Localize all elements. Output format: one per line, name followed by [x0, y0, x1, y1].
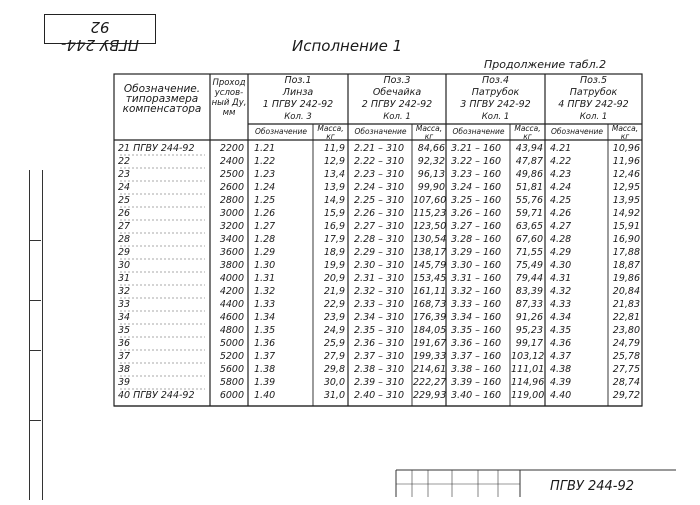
table-cell-m1: 24,9: [323, 325, 345, 336]
subheader-pos1-mass: Масса, кг: [317, 124, 344, 141]
table-cell-m3: 176,39: [413, 312, 447, 323]
table-cell-p5: 4.38: [550, 364, 572, 375]
table-cell-m4: 47,87: [515, 156, 543, 167]
table-cell-d: 30: [118, 260, 131, 271]
table-cell-m3: 222,27: [413, 377, 447, 388]
table-cell-m5: 14,92: [612, 208, 640, 219]
table-cell-p1: 1.39: [254, 377, 276, 388]
table-cell-m3: 96,13: [417, 169, 445, 180]
table-cell-m5: 24,79: [612, 338, 640, 349]
table-cell-p5: 4.29: [550, 247, 572, 258]
table-cell-p1: 1.36: [254, 338, 276, 349]
table-cell-p3: 2.32 – 310: [354, 286, 405, 297]
table-cell-p5: 4.31: [550, 273, 572, 284]
header-pos4-qty: Кол. 1: [481, 112, 510, 122]
table-cell-p1: 1.29: [254, 247, 276, 258]
table-cell-d: 26: [118, 208, 131, 219]
table-cell-p5: 4.32: [550, 286, 572, 297]
table-cell-p5: 4.33: [550, 299, 572, 310]
table-cell-p4: 3.32 – 160: [451, 286, 502, 297]
table-cell-p3: 2.24 – 310: [354, 182, 405, 193]
table-cell-m1: 18,9: [323, 247, 345, 258]
table-cell-dn: 5800: [219, 377, 244, 388]
table-cell-p5: 4.35: [550, 325, 572, 336]
table-cell-m4: 75,49: [515, 260, 543, 271]
table-cell-p4: 3.27 – 160: [451, 221, 502, 232]
table-cell-p4: 3.29 – 160: [451, 247, 502, 258]
table-cell-d: 28: [118, 234, 131, 245]
header-pos1-doc: 1 ПГВУ 242-92: [262, 99, 334, 110]
table-cell-p5: 4.34: [550, 312, 572, 323]
table-cell-p5: 4.28: [550, 234, 572, 245]
table-cell-p3: 2.26 – 310: [354, 208, 405, 219]
table-cell-m5: 13,95: [612, 195, 640, 206]
table-cell-m4: 103,12: [511, 351, 545, 362]
table-cell-p3: 2.22 – 310: [354, 156, 405, 167]
table-cell-m1: 14,9: [323, 195, 345, 206]
subheader-pos3-mass: Масса, кг: [415, 124, 443, 141]
table-cell-p5: 4.25: [550, 195, 572, 206]
table-cell-m4: 87,33: [515, 299, 543, 310]
table-cell-dn: 4200: [219, 286, 244, 297]
table-cell-m4: 114,96: [511, 377, 545, 388]
table-cell-m1: 25,9: [323, 338, 345, 349]
table-cell-m1: 20,9: [323, 273, 345, 284]
table-cell-m1: 31,0: [323, 390, 345, 401]
table-cell-p5: 4.39: [550, 377, 572, 388]
table-cell-p4: 3.26 – 160: [451, 208, 502, 219]
table-cell-dn: 2400: [219, 156, 244, 167]
table-cell-p3: 2.40 – 310: [354, 390, 405, 401]
table-cell-d: 31: [118, 273, 131, 284]
table-cell-m5: 28,74: [612, 377, 640, 388]
table-cell-p1: 1.30: [254, 260, 276, 271]
header-pos5-title: Поз.5: [579, 75, 608, 86]
table-cell-p3: 2.34 – 310: [354, 312, 405, 323]
table-cell-d: 24: [118, 182, 131, 193]
table-cell-p3: 2.30 – 310: [354, 260, 405, 271]
table-cell-dn: 5200: [219, 351, 244, 362]
table-cell-m4: 95,23: [515, 325, 543, 336]
table-cell-p4: 3.21 – 160: [451, 143, 502, 154]
table-cell-dn: 2800: [219, 195, 244, 206]
table-cell-p3: 2.36 – 310: [354, 338, 405, 349]
table-cell-p4: 3.38 – 160: [451, 364, 502, 375]
table-cell-m5: 18,87: [612, 260, 640, 271]
table-cell-m4: 71,55: [515, 247, 543, 258]
stamp-code: ПГВУ 244-92: [61, 18, 139, 54]
table-cell-p3: 2.25 – 310: [354, 195, 405, 206]
table-cell-p4: 3.33 – 160: [451, 299, 502, 310]
header-pos3-name: Обечайка: [372, 87, 422, 98]
table-cell-dn: 6000: [219, 390, 244, 401]
table-cell-m1: 15,9: [323, 208, 345, 219]
table-cell-p3: 2.31 – 310: [354, 273, 405, 284]
table-cell-dn: 3600: [219, 247, 244, 258]
table-cell-m1: 29,8: [323, 364, 345, 375]
header-pos1-title: Поз.1: [284, 75, 312, 86]
table-cell-m3: 107,60: [413, 195, 447, 206]
table-cell-m1: 30,0: [323, 377, 345, 388]
table-cell-m5: 11,96: [612, 156, 640, 167]
table-cell-p5: 4.36: [550, 338, 572, 349]
table-cell-p4: 3.25 – 160: [451, 195, 502, 206]
table-cell-m5: 29,72: [612, 390, 640, 401]
table-cell-d: 37: [118, 351, 131, 362]
table-cell-p1: 1.27: [254, 221, 276, 232]
table-cell-p3: 2.21 – 310: [354, 143, 405, 154]
table-cell-p1: 1.26: [254, 208, 276, 219]
table-cell-p1: 1.25: [254, 195, 276, 206]
table-cell-p5: 4.22: [550, 156, 572, 167]
header-pos4-title: Поз.4: [481, 75, 510, 86]
table-cell-d: 33: [118, 299, 131, 310]
header-nominal-diameter: Проход услов- ный Ду, мм: [211, 78, 247, 118]
table-cell-p4: 3.37 – 160: [451, 351, 502, 362]
table-cell-m1: 16,9: [323, 221, 345, 232]
execution-heading: Исполнение 1: [292, 37, 403, 55]
margin-divider: [29, 420, 41, 421]
table-cell-m1: 13,9: [323, 182, 345, 193]
header-pos3-title: Поз.3: [383, 75, 411, 86]
header-pos4-name: Патрубок: [471, 87, 520, 98]
table-cell-p1: 1.35: [254, 325, 276, 336]
table-cell-p3: 2.28 – 310: [354, 234, 405, 245]
table-cell-p5: 4.21: [550, 143, 572, 154]
table-cell-m3: 214,61: [413, 364, 447, 375]
table-cell-dn: 2200: [219, 143, 244, 154]
table-cell-m3: 191,67: [413, 338, 447, 349]
table-cell-m5: 21,83: [612, 299, 640, 310]
table-cell-p1: 1.33: [254, 299, 276, 310]
left-margin-strip: [29, 170, 43, 500]
table-cell-d: 40 ПГВУ 244-92: [118, 390, 195, 401]
table-cell-p4: 3.39 – 160: [451, 377, 502, 388]
table-cell-m3: 123,50: [413, 221, 447, 232]
table-cell-p5: 4.26: [550, 208, 572, 219]
table-cell-m1: 11,9: [323, 143, 345, 154]
table-cell-p4: 3.36 – 160: [451, 338, 502, 349]
table-cell-p3: 2.23 – 310: [354, 169, 405, 180]
table-cell-m3: 168,73: [413, 299, 447, 310]
header-pos1-name: Линза: [282, 87, 314, 98]
margin-divider: [29, 240, 41, 241]
table-cell-m4: 67,60: [515, 234, 543, 245]
header-pos5-name: Патрубок: [569, 87, 618, 98]
table-cell-dn: 4000: [219, 273, 244, 284]
table-cell-m1: 19,9: [323, 260, 345, 271]
table-cell-dn: 5600: [219, 364, 244, 375]
table-cell-dn: 4600: [219, 312, 244, 323]
subheader-pos5-designation: Обозначение: [550, 127, 604, 136]
table-cell-p1: 1.21: [254, 143, 276, 154]
table-cell-p1: 1.24: [254, 182, 276, 193]
margin-divider: [29, 350, 41, 351]
table-cell-d: 23: [118, 169, 131, 180]
table-cell-m5: 15,91: [612, 221, 640, 232]
table-cell-p3: 2.27 – 310: [354, 221, 405, 232]
table-cell-dn: 4800: [219, 325, 244, 336]
table-cell-d: 21 ПГВУ 244-92: [118, 143, 195, 154]
table-cell-m4: 99,17: [515, 338, 543, 349]
table-cell-p4: 3.34 – 160: [451, 312, 502, 323]
title-block-code: ПГВУ 244-92: [550, 479, 635, 494]
table-cell-p4: 3.31 – 160: [451, 273, 502, 284]
table-cell-d: 38: [118, 364, 131, 375]
table-cell-m1: 22,9: [323, 299, 345, 310]
table-cell-m3: 138,17: [413, 247, 447, 258]
table-cell-d: 32: [118, 286, 131, 297]
subheader-pos3-designation: Обозначение: [354, 127, 407, 136]
table-cell-m1: 13,4: [323, 169, 345, 180]
table-cell-p4: 3.28 – 160: [451, 234, 502, 245]
table-cell-m5: 17,88: [612, 247, 640, 258]
table-cell-p1: 1.40: [254, 390, 276, 401]
table-cell-d: 27: [118, 221, 131, 232]
header-pos5-qty: Кол. 1: [579, 112, 608, 122]
table-cell-m5: 12,46: [612, 169, 640, 180]
table-cell-m3: 229,93: [413, 390, 447, 401]
table-cell-m5: 20,84: [612, 286, 640, 297]
table-cell-m5: 22,81: [612, 312, 640, 323]
table-cell-m4: 91,26: [515, 312, 543, 323]
table-cell-p4: 3.30 – 160: [451, 260, 502, 271]
header-pos4-doc: 3 ПГВУ 242-92: [460, 99, 531, 110]
table-cell-m5: 25,78: [612, 351, 640, 362]
table-cell-m5: 16,90: [612, 234, 640, 245]
table-cell-m5: 27,75: [612, 364, 640, 375]
table-cell-m1: 23,9: [323, 312, 345, 323]
table-cell-m3: 84,66: [417, 143, 445, 154]
table-cell-dn: 3800: [219, 260, 244, 271]
table-cell-m3: 153,45: [413, 273, 447, 284]
table-cell-m1: 27,9: [323, 351, 345, 362]
table-cell-m4: 43,94: [515, 143, 543, 154]
table-cell-d: 39: [118, 377, 131, 388]
table-cell-p1: 1.31: [254, 273, 276, 284]
table-cell-m3: 115,23: [413, 208, 447, 219]
table-cell-d: 25: [118, 195, 131, 206]
table-cell-dn: 3400: [219, 234, 244, 245]
table-cell-p3: 2.33 – 310: [354, 299, 405, 310]
subheader-pos4-designation: Обозначение: [452, 127, 505, 136]
table-cell-m4: 83,39: [515, 286, 543, 297]
table-cell-m5: 19,86: [612, 273, 640, 284]
table-cell-p4: 3.23 – 160: [451, 169, 502, 180]
table-cell-m4: 111,01: [511, 364, 545, 375]
table-cell-m5: 23,80: [612, 325, 640, 336]
table-cell-d: 29: [118, 247, 131, 258]
table-cell-m3: 130,54: [413, 234, 447, 245]
table-cell-p1: 1.37: [254, 351, 276, 362]
table-cell-p1: 1.22: [254, 156, 276, 167]
table-cell-p1: 1.28: [254, 234, 276, 245]
subheader-pos5-mass: Масса, кг: [611, 124, 639, 141]
table-cell-p4: 3.22 – 160: [451, 156, 502, 167]
table-cell-m3: 184,05: [413, 325, 447, 336]
table-cell-m4: 59,71: [515, 208, 543, 219]
table-cell-d: 34: [118, 312, 131, 323]
subheader-pos4-mass: Масса, кг: [514, 124, 541, 141]
header-pos3-qty: Кол. 1: [383, 112, 411, 122]
table-cell-m3: 145,79: [413, 260, 447, 271]
subheader-pos1-designation: Обозначение: [254, 127, 308, 136]
table-cell-p1: 1.34: [254, 312, 276, 323]
table-cell-p5: 4.40: [550, 390, 572, 401]
table-cell-m5: 12,95: [612, 182, 640, 193]
table-cell-m5: 10,96: [612, 143, 640, 154]
table-cell-p5: 4.27: [550, 221, 572, 232]
header-pos3-doc: 2 ПГВУ 242-92: [361, 99, 433, 110]
header-designation: Обозначение. типоразмера компенсатора: [122, 83, 202, 115]
table-cell-dn: 2500: [219, 169, 244, 180]
table-cell-p5: 4.30: [550, 260, 572, 271]
table-cell-p3: 2.38 – 310: [354, 364, 405, 375]
table-cell-p3: 2.29 – 310: [354, 247, 405, 258]
table-cell-dn: 5000: [219, 338, 244, 349]
table-cell-p4: 3.35 – 160: [451, 325, 502, 336]
margin-divider: [29, 300, 41, 301]
header-pos1-qty: Кол. 3: [284, 112, 312, 122]
table-cell-dn: 4400: [219, 299, 244, 310]
table-cell-m3: 199,33: [413, 351, 447, 362]
table-cell-m3: 99,90: [417, 182, 445, 193]
table-cell-d: 35: [118, 325, 131, 336]
table-cell-p1: 1.23: [254, 169, 276, 180]
table-cell-p5: 4.24: [550, 182, 572, 193]
table-cell-m4: 49,86: [515, 169, 543, 180]
table-cell-p5: 4.23: [550, 169, 572, 180]
table-cell-p4: 3.24 – 160: [451, 182, 502, 193]
table-cell-p3: 2.37 – 310: [354, 351, 405, 362]
table-cell-m1: 12,9: [323, 156, 345, 167]
table-cell-p1: 1.32: [254, 286, 276, 297]
table-cell-p3: 2.35 – 310: [354, 325, 405, 336]
table-cell-m4: 55,76: [515, 195, 543, 206]
table-cell-m1: 17,9: [323, 234, 345, 245]
header-pos5-doc: 4 ПГВУ 242-92: [558, 99, 629, 110]
table-cell-m4: 119,00: [511, 390, 545, 401]
table-cell-p1: 1.38: [254, 364, 276, 375]
table-cell-p4: 3.40 – 160: [451, 390, 502, 401]
table-cell-dn: 3200: [219, 221, 244, 232]
table-cell-d: 22: [118, 156, 131, 167]
table-cell-p5: 4.37: [550, 351, 572, 362]
table-cell-m3: 92,32: [417, 156, 445, 167]
table-cell-d: 36: [118, 338, 131, 349]
table-cell-m4: 51,81: [515, 182, 543, 193]
table-cell-m4: 79,44: [515, 273, 543, 284]
table-cell-dn: 3000: [219, 208, 244, 219]
table-cell-p3: 2.39 – 310: [354, 377, 405, 388]
table-continuation-label: Продолжение табл.2: [484, 58, 607, 71]
table-cell-dn: 2600: [219, 182, 244, 193]
table-cell-m4: 63,65: [515, 221, 543, 232]
table-cell-m3: 161,11: [413, 286, 447, 297]
table-cell-m1: 21,9: [323, 286, 345, 297]
